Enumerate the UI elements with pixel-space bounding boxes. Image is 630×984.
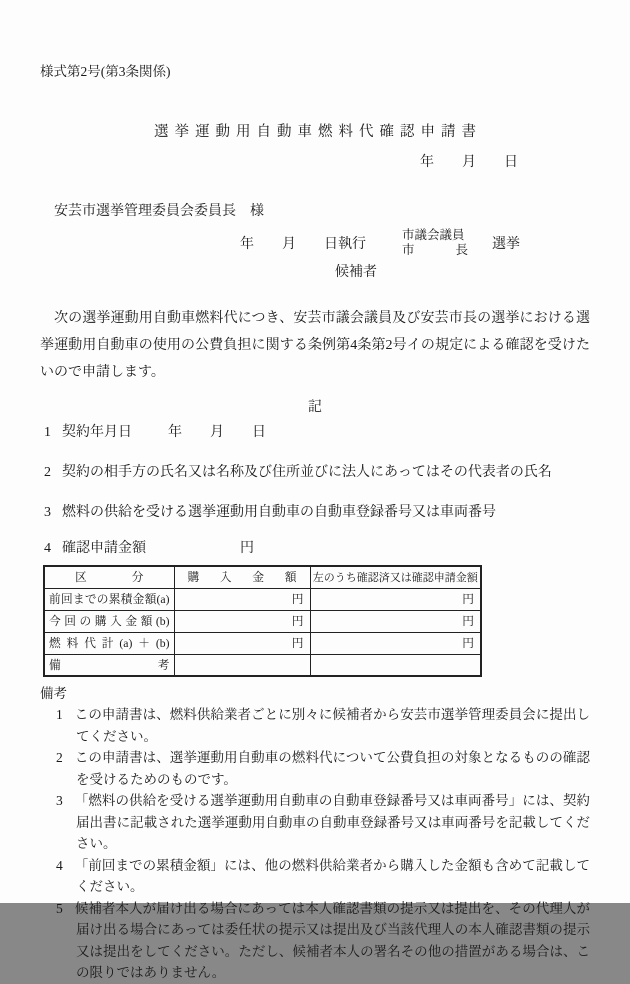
note-item-2 xyxy=(40,747,590,790)
item-contract-date-label: 契約年月日 xyxy=(62,425,132,440)
item-number: 2 xyxy=(44,465,51,480)
item-application-amount-label: 確認申請金額 xyxy=(62,541,146,556)
table-row-current xyxy=(44,610,481,632)
header-category: 区分 xyxy=(44,566,174,588)
header-confirmed-amount: 左のうち確認済又は確認申請金額 xyxy=(310,566,481,588)
election-execution-line xyxy=(240,228,590,258)
total-confirmed-cell: 円 xyxy=(310,632,481,654)
row-label-current: 今回の購入金額(b) xyxy=(44,610,174,632)
notes-list xyxy=(40,704,590,984)
application-date-line: 年 月 日 xyxy=(420,155,518,170)
table-row-cumulative xyxy=(44,588,481,610)
fee-table xyxy=(43,565,482,677)
note-number: 3 xyxy=(56,793,63,808)
note-text: 候補者本人が届け出る場合にあっては本人確認書類の提示又は提出を、その代理人が届け出る場合にあっては委任状の提示又は提出及び当該代理人の本人確認書類の提示又は提出をしてください。ただし、候補者本人の署名その他の措置がある場合は、この限りではありません。 xyxy=(74,900,590,980)
note-number: 2 xyxy=(56,750,63,765)
note-item-4 xyxy=(40,855,590,898)
execution-date-blank: 年 月 日執行 xyxy=(240,237,366,252)
form-title: 選挙運動用自動車燃料代確認申請書 xyxy=(154,124,482,140)
table-row-total xyxy=(44,632,481,654)
item-number: 3 xyxy=(44,505,51,520)
header-purchase-amount: 購入金額 xyxy=(174,566,310,588)
cumulative-confirmed-cell: 円 xyxy=(310,588,481,610)
note-number: 4 xyxy=(56,857,63,873)
remarks-cell-1 xyxy=(174,654,310,676)
addressee-line: 安芸市選挙管理委員会委員長 様 xyxy=(54,204,264,219)
note-text: この申請書は、選挙運動用自動車の燃料代について公費負担の対象となるものの確認を受けるためのものです。 xyxy=(74,750,590,787)
election-type-council-label: 市議会議員 xyxy=(402,228,465,242)
row-label-total: 燃料代計(a)＋(b) xyxy=(44,632,174,654)
form-number-label: 様式第2号(第3条関係) xyxy=(40,64,171,79)
item-vehicle-number xyxy=(44,503,590,523)
application-statement: 次の選挙運動用自動車燃料代につき、安芸市議会議員及び安芸市長の選挙における選挙運動用自動車の使用の公費負担に関する条例第4条第2号イの規定による確認を受けたいので申請します。 xyxy=(40,311,590,380)
remarks-cell-2 xyxy=(310,654,481,676)
notes-heading: 備考 xyxy=(40,686,67,701)
note-number: 1 xyxy=(56,707,63,722)
fee-table-header-row xyxy=(44,566,481,588)
record-heading: 記 xyxy=(308,400,322,415)
row-label-remarks: 備考 xyxy=(44,654,174,676)
note-item-3 xyxy=(40,790,590,855)
table-row-remarks xyxy=(44,654,481,676)
item-contract-date xyxy=(44,423,590,443)
item-application-amount xyxy=(44,539,590,559)
cumulative-purchase-cell: 円 xyxy=(174,588,310,610)
item-number: 4 xyxy=(44,541,51,556)
current-confirmed-cell: 円 xyxy=(310,610,481,632)
note-number: 5 xyxy=(56,900,63,916)
note-text: 「燃料の供給を受ける選挙運動用自動車の自動車登録番号又は車両番号」には、契約届出書に記載された選挙運動用自動車の自動車登録番号又は車両番号を記載してください。 xyxy=(74,793,590,851)
item-contract-party-label: 契約の相手方の氏名又は名称及び住所並びに法人にあってはその代表者の氏名 xyxy=(62,465,552,480)
current-purchase-cell: 円 xyxy=(174,610,310,632)
election-type-mayor-label: 市長 xyxy=(402,243,468,257)
amount-unit-label: 円 xyxy=(240,541,254,556)
note-item-1 xyxy=(40,704,590,747)
election-type-stack xyxy=(402,228,468,258)
election-suffix-label: 選挙 xyxy=(492,237,520,252)
item-vehicle-number-label: 燃料の供給を受ける選挙運動用自動車の自動車登録番号又は車両番号 xyxy=(62,505,496,520)
note-item-5 xyxy=(40,898,590,984)
candidate-label: 候補者 xyxy=(335,265,377,280)
contract-date-blank: 年 月 日 xyxy=(168,425,266,440)
note-text: この申請書は、燃料供給業者ごとに別々に候補者から安芸市選挙管理委員会に提出してください。 xyxy=(74,707,590,744)
note-text: 「前回までの累積金額」には、他の燃料供給業者から購入した金額も含めて記載してください。 xyxy=(74,857,590,894)
total-purchase-cell: 円 xyxy=(174,632,310,654)
item-contract-party xyxy=(44,463,590,483)
item-number: 1 xyxy=(44,425,51,440)
row-label-cumulative: 前回までの累積金額(a) xyxy=(44,588,174,610)
